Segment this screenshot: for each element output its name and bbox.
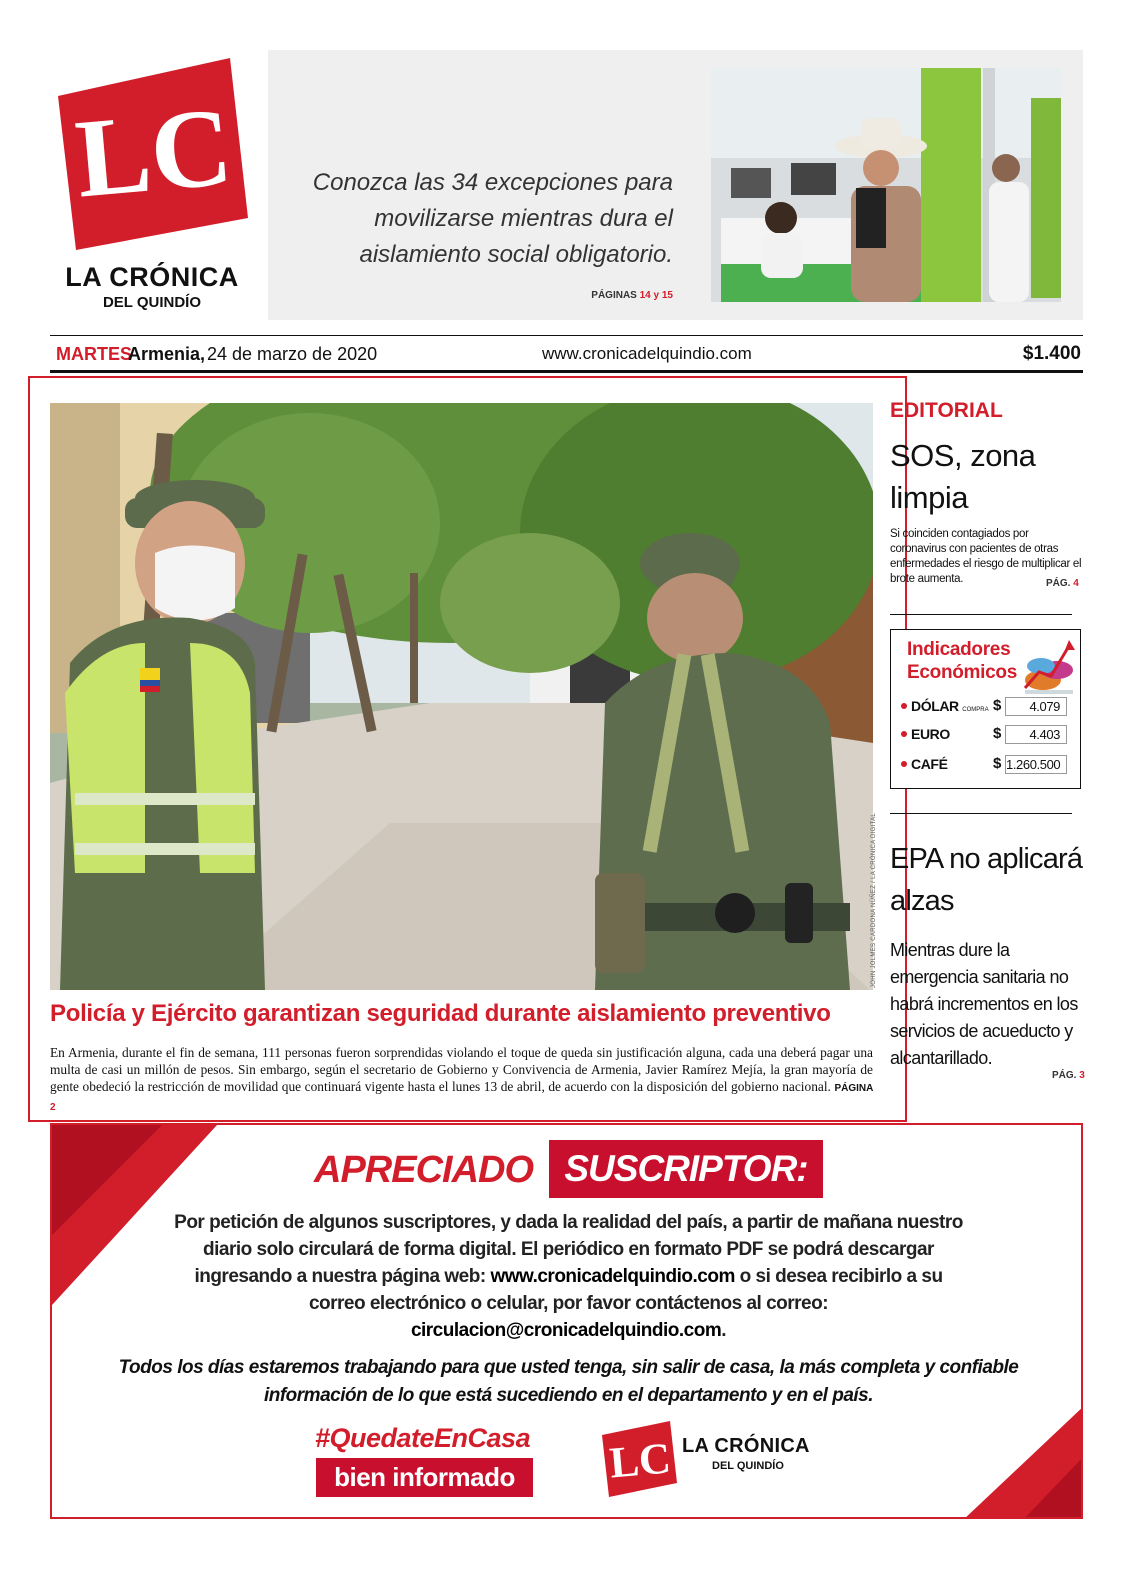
footer-logo-subname: DEL QUINDÍO <box>712 1460 784 1472</box>
dateline-website-link[interactable]: www.cronicadelquindio.com <box>542 344 752 363</box>
dateline-date: 24 de marzo de 2020 <box>207 344 378 364</box>
main-story-page-num: 2 <box>50 1102 56 1113</box>
subscriber-message-end: . <box>721 1320 727 1341</box>
photo-credit: JOHN JOLMES CARDONA NÚÑEZ / LA CRÓNICA DIGITAL <box>871 812 877 988</box>
epa-page-ref[interactable] <box>1052 1070 1085 1081</box>
hashtag: #QuedateEnCasa <box>315 1423 531 1453</box>
editorial-summary: Si coinciden contagiados por coronavirus con pacientes de otras enfermedades el riesgo de multiplicar el brote aumenta. <box>890 528 1082 585</box>
economic-indicators-box <box>890 629 1081 789</box>
indicator-value: 4.079 <box>1005 697 1067 716</box>
column-divider <box>890 813 1072 814</box>
editorial-title[interactable]: SOS, zona limpia <box>890 438 1036 515</box>
bullet-icon <box>901 703 907 709</box>
editorial-label: EDITORIAL <box>890 399 1003 422</box>
indicator-value: 1.260.500 <box>1005 755 1067 774</box>
dateline-city: Armenia, <box>128 344 206 364</box>
indicator-currency: $ <box>993 755 1002 772</box>
promo-text: Conozca las 34 excepciones para movilizarse mientras dura el aislamiento social obligatorio. <box>312 169 673 268</box>
promo-pages <box>591 290 673 301</box>
indicator-currency: $ <box>993 697 1002 714</box>
subscriber-email-link[interactable]: circulacion@cronicadelquindio.com <box>410 1320 722 1341</box>
subscriber-notice <box>50 1123 1083 1519</box>
logo-mark <box>58 58 248 250</box>
subscriber-message-b: o si desea recibirlo a su correo electrónico o celular, por favor contáctenos al correo: <box>308 1266 943 1314</box>
subscriber-website-link[interactable]: www.cronicadelquindio.com <box>490 1266 735 1287</box>
main-story-photo <box>50 403 873 990</box>
subscriber-message <box>172 1209 965 1344</box>
editorial-page-ref[interactable] <box>1046 578 1079 589</box>
logo-subname: DEL QUINDÍO <box>102 294 202 311</box>
footer-logo-letters: LC <box>607 1433 673 1488</box>
logo-letters: LC <box>71 84 237 222</box>
indicator-row-euro <box>901 724 1071 746</box>
indicator-value: 4.403 <box>1005 725 1067 744</box>
promo-photo <box>711 68 1061 302</box>
indicator-currency: $ <box>993 725 1002 742</box>
column-divider <box>890 614 1072 615</box>
promo-box[interactable] <box>268 50 1083 320</box>
logo-name: LA CRÓNICA <box>65 262 239 292</box>
epa-story-title[interactable]: EPA no aplicará alzas <box>890 843 1083 917</box>
footer-logo-mark[interactable] <box>602 1421 677 1497</box>
coins-chart-icon <box>1019 632 1079 702</box>
promo-page-a: 14 <box>639 290 651 301</box>
epa-page-label: PÁG. <box>1052 1070 1077 1081</box>
indicator-label: DÓLAR COMPRA <box>911 698 989 714</box>
footer-logo-name: LA CRÓNICA <box>682 1435 810 1457</box>
editorial-page-label: PÁG. <box>1046 578 1071 589</box>
main-story-body-text: En Armenia, durante el fin de semana, 111 personas fueron sorprendidas violando el toque de queda sin justificación alguna, cada una deberá pagar una multa de casi un millón de pesos. Sin embargo, según el secretario de Gobierno y Convivencia de Armenia, Javier Ramírez Mejía, la gran mayoría de gente obedeció la restricción de movilidad que continuará vigente hasta el lunes 13 de abril, de acuerdo con la disposición del gobierno nacional. <box>50 1045 873 1094</box>
tagline: bien informado <box>316 1458 533 1497</box>
dateline-day: MARTES <box>56 344 132 364</box>
indicator-row-dolar <box>901 696 1071 718</box>
editorial-page-num: 4 <box>1073 578 1079 589</box>
main-story-body <box>50 1044 873 1116</box>
indicator-label: EURO <box>911 726 950 742</box>
epa-story-body: Mientras dure la emergencia sanitaria no habrá incrementos en los servicios de acueducto y alcantarillado. <box>890 940 1078 1068</box>
promo-page-b: 15 <box>661 290 673 301</box>
indicator-row-cafe <box>901 754 1071 776</box>
economic-indicators-title: Indicadores Económicos <box>907 639 1017 683</box>
main-story-headline[interactable]: Policía y Ejército garantizan seguridad durante aislamiento preventivo <box>50 1000 831 1027</box>
dateline-price: $1.400 <box>1022 343 1081 364</box>
subscriber-commitment: Todos los días estaremos trabajando para que usted tenga, sin salir de casa, la más completa y confiable información de lo que está sucediendo en el departamento y en el país. <box>118 1357 1019 1406</box>
bullet-icon <box>901 731 907 737</box>
epa-page-num: 3 <box>1079 1070 1085 1081</box>
indicator-label: CAFÉ <box>911 756 948 772</box>
subscriber-heading-a: APRECIADO <box>314 1149 534 1191</box>
dateline <box>50 335 1083 373</box>
indicator-sublabel: COMPRA <box>962 707 989 713</box>
main-story-page-label: PÁGINA <box>834 1083 873 1094</box>
bullet-icon <box>901 761 907 767</box>
promo-pages-label: PÁGINAS <box>591 290 637 301</box>
subscriber-message-a: Por petición de algunos suscriptores, y dada la realidad del país, a partir de mañana nuestro diario solo circulará de forma digital. El periódico en formato PDF se podrá descargar ingresando a nuestra página web: <box>174 1212 963 1287</box>
promo-page-join: y <box>653 290 660 301</box>
subscriber-heading-b: SUSCRIPTOR: <box>549 1140 823 1198</box>
